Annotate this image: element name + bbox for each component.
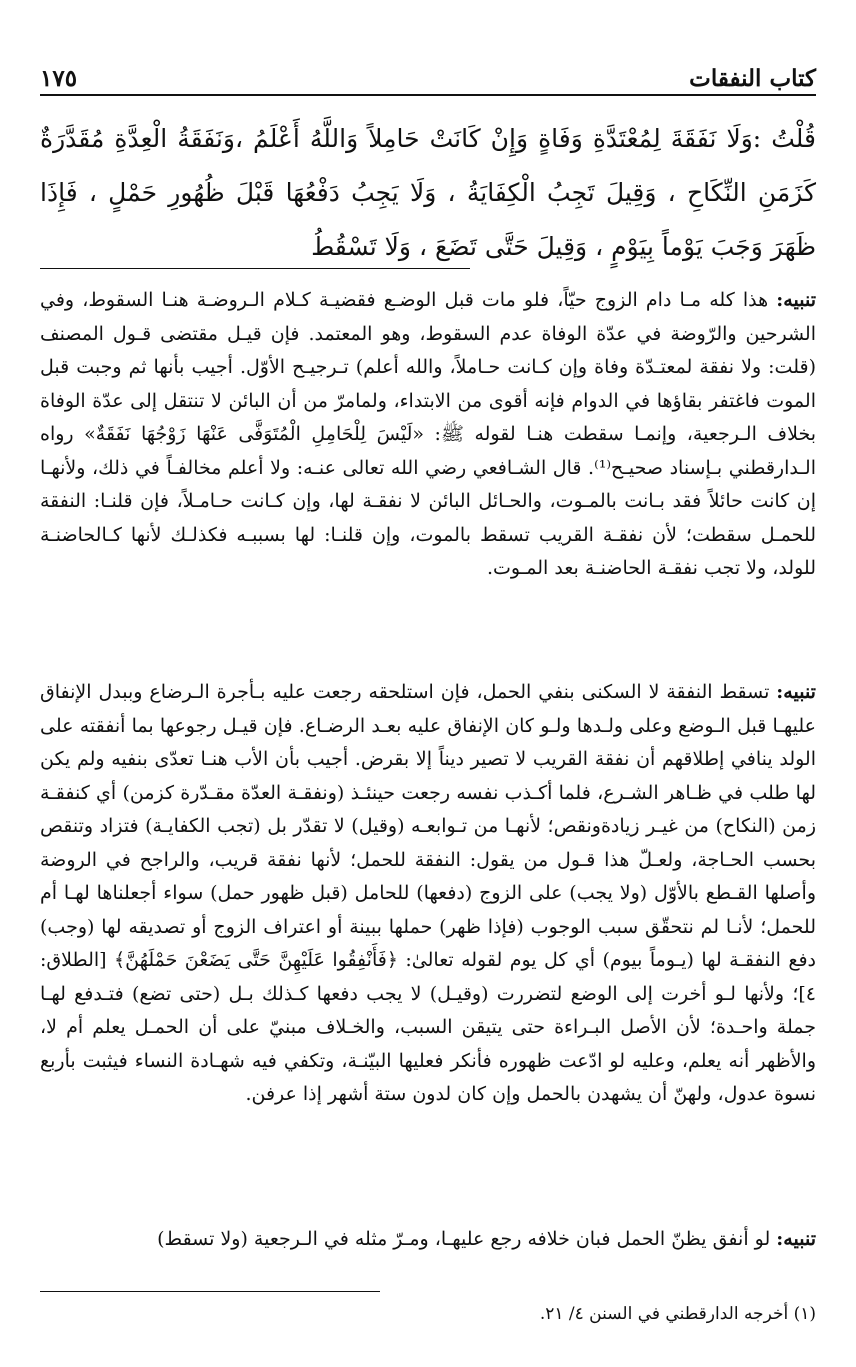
commentary-note-1 xyxy=(40,284,816,586)
header-rule xyxy=(40,94,816,96)
main-text xyxy=(40,112,816,274)
note-lead: تنبيه: xyxy=(776,1228,816,1250)
commentary-note-3 xyxy=(40,1223,816,1257)
running-header xyxy=(40,52,816,92)
footnote-separator xyxy=(40,1291,380,1292)
page-number: ١٧٥ xyxy=(40,65,78,92)
note-body: لو أنفق يظنّ الحمل فبان خلافه رجع عليهـا، ومـرّ مثله في الـرجعية (ولا تسقط) xyxy=(157,1228,771,1250)
note-body: تسقط النفقة لا السكنى بنفي الحمل، فإن استلحقه رجعت عليه بـأجرة الـرضاع وببدل الإنفاق عليهـا قبل الـوضع وعلى ولـدها ولـو كان الإنفاق عليه بعـد الرضـاع. فإن قيـل رجوعها بما أنفقته على الولد ينافي إطلاقهم أن نفقة القريب لا تصير ديناً إلا بقرض. أجيب بأن الأب هنـا تعدّى بنفيه ولم يكن لها طلب في ظـاهر الشـرع، فلما أكـذب نفسه رجعت حينئـذ (ونفقـة العدّة مقـدّرة كزمن) أي كنفقـة زمن (النكاح) من غيـر زيادةونقص؛ لأنهـا من تـوابعـه (وقيل) لا تقدّر بل (تجب الكفايـة) فتزاد وتنقص بحسب الحـاجة، ولعـلّ هذا قـول من يقول: النفقة للحمل؛ لأنها نفقة قريب، والراجح في الروضة وأصلها القـطع بالأوّل (ولا يجب) على الزوج (دفعها) للحامل (قبل ظهور حمل) سواء أجعلناها لهـا أم للحمل؛ لأنـا لم نتحقّق سبب الوجوب (فإذا ظهر) حملها ببينة أو اعتراف الزوج أو تصديقه لها (وجب) دفع النفقـة لها (يـوماً بيوم) أي كل يوم لقوله تعالىٰ: ﴿فَأَنْفِقُوا عَلَيْهِنَّ حَتَّى يَضَعْنَ حَمْلَهُنَّ﴾ [الطلاق: ٤]؛ ولأنها لـو أخرت إلى الوضع لتضررت (وقيـل) لا يجب دفعها كـذلك بـل (حتى تضع) فتـدفع لهـا جملة واحـدة؛ لأن الأصل البـراءة حتى يتيقن السبب، والخـلاف مبنيّ على أن الحمـل يعلم أم لا، والأظهر أنه يعلم، وعليه لو ادّعت ظهوره فأنكر فعليها البيّنـة، وتكفي فيه شهـادة النساء فيثبت بأربع نسوة عدول، ولهنّ أن يشهدن بالحمل وإن كان لدون ستة أشهر إذا عرفن. xyxy=(40,681,817,1105)
commentary-paragraph xyxy=(40,1223,816,1257)
note-lead: تنبيه: xyxy=(776,289,816,311)
commentary-paragraph xyxy=(40,676,816,1112)
note-body: هذا كله مـا دام الزوج حيّاً، فلو مات قبل الوضـع فقضيـة كـلام الـروضـة هنـا السقوط، وفي الشرحين والرّوضة في عدّة الوفاة عدم السقوط، وهو المعتمد. فإن قيـل مقتضى قـول المصنف (قلت: ولا نفقة لمعتـدّة وفاة وإن كـانت حـاملاً، والله أعلم) تـرجيـح الأوّل. أجيب بأنها ثم وجبت قبل الموت فاغتفر بقاؤها في الدوام فإنه أقوى من الابتداء، ولمامرّ من أن البائن لا تنتقل إلى عدّة الوفاة بخلاف الـرجعية، وإنمـا سقطت هنـا لقوله ﷺ: «لَيْسَ لِلْحَامِلِ الْمُتَوَفَّى عَنْهَا زَوْجُهَا نَفَقَةٌ» رواه الـدارقطني بـإسناد صحيـح⁽¹⁾. قال الشـافعي رضي الله تعالى عنـه: ولا أعلم مخالفـاً في ذلك، ولأنهـا إن كانت حائلاً فقد بـانت بالمـوت، والحـائل البائن لا نفقـة لها، وإن كـانت حـامـلاً، فإن قلنـا: النفقة للحمـل سقطت؛ لأن نفقـة القريب تسقط بالموت، وإن قلنـا: لها بسببـه فكذلـك لأنها كـالحاضنـة للولد، ولا تجب نفقـة الحاضنـة بعد المـوت. xyxy=(40,289,816,579)
book-title: كتاب النفقات xyxy=(689,65,816,92)
main-text-separator xyxy=(40,268,470,269)
note-lead: تنبيه: xyxy=(776,681,816,703)
main-text-paragraph: قُلْتُ :وَلَا نَفَقَةَ لِمُعْتَدَّةِ وَفَاةٍ وَإِنْ كَانَتْ حَامِلاً وَاللَّهُ أَعْلَمُ ،وَنَفَقَةُ الْعِدَّةِ مُقَدَّرَةٌ كَزَمَنِ النِّكَاحِ ، وَقِيلَ تَجِبُ الْكِفَايَةُ ، وَلَا يَجِبُ دَفْعُهَا قَبْلَ ظُهُورِ حَمْلٍ ، فَإِذَا ظَهَرَ وَجَبَ يَوْماً بِيَوْمٍ ، وَقِيلَ حَتَّى تَضَعَ ، وَلَا تَسْقُطُ xyxy=(40,124,816,261)
footnote: (١) أخرجه الدارقطني في السنن ٤/ ٢١. xyxy=(539,1304,816,1324)
commentary-paragraph xyxy=(40,284,816,586)
commentary-note-2 xyxy=(40,676,816,1112)
